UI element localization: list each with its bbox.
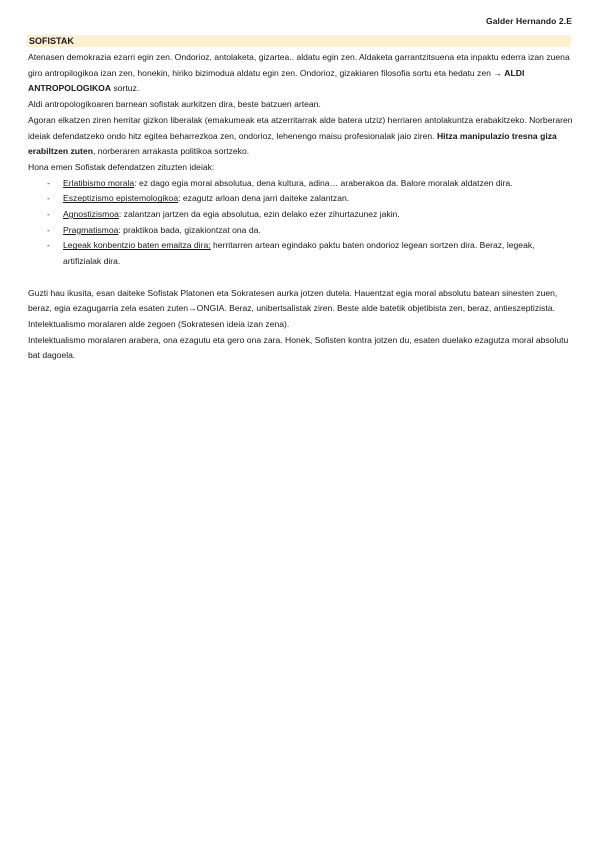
body-text — [28, 50, 573, 364]
heading-highlight — [27, 35, 571, 47]
list-term: Agnostizismoa — [63, 209, 119, 220]
bold-phrase: Hitza manipulazio tresna giza erabiltzen zuten — [28, 130, 557, 157]
list-item: - Eszeptizismo epistemologikoa: ezagutz arloan dena jarri daiteke zalantzan. — [47, 193, 350, 204]
paragraph-intellectualism: Intelektualismo moralaren arabera, ona ezagutu eta gero ona zara. Honek, Sofisten kontra jotzen du, esaten duelako ezagutza moral absolutu bat dagoela. — [28, 334, 569, 361]
paragraph-sophists: Aldi antropologikoaren barnean sofistak aurkitzen dira, beste batzuen artean. — [28, 99, 321, 110]
section-title: SOFISTAK — [29, 36, 74, 46]
paragraph-list-intro: Hona emen Sofistak defendatzen zituzten ideiak: — [28, 161, 215, 172]
ideas-list — [28, 176, 573, 270]
paragraph-intro: Atenasen demokrazia ezarri egin zen. Ondorioz, antolaketa, gizartea.. aldatu egin zen. Aldaketa garrantzitsuena eta inpaktu ederra izan zuena giro antropilogikoa izan zen, honekin, hiriko bizimodua aldatu egin zen. Ondorioz, gizakiaren filosofia sortu eta hedatu zen → ALDI ANTROPOLOGIKOA sortuz. — [28, 52, 570, 94]
paragraph-agora: Agoran elkatzen ziren herritar gizkon liberalak (emakumeak eta atzerritarrak alde batera utziz) herriaren antolakuntza erabakitzeko. Norberaren ideiak defendatzeko ondo hitz egitea beharrezkoa zen, ondorioz, lehenengo maisu profesionalak jaio ziren. Hitza manipulazio tresna giza erabiltzen zuten, norberaren arrakasta politikoa sortzeko. — [28, 114, 573, 157]
list-item: - Agnostizismoa: zalantzan jartzen da egia absolutua, ezin delako ezer zihurtazunez jakin. — [47, 209, 400, 220]
spacer — [28, 270, 573, 286]
list-term: Erlatibismo morala — [63, 177, 135, 188]
list-term: Legeak konbentzio baten emaitza dira; — [63, 240, 211, 251]
list-term: Eszeptizismo epistemologikoa — [63, 193, 179, 204]
list-item: - Pragmatismoa: praktikoa bada, gizakiontzat ona da. — [47, 224, 261, 235]
list-item: - Legeak konbentzio baten emaitza dira; herritarren artean egindako paktu baten ondorioz legean sortzen dira. Beraz, legeak, artifizialak dira. — [47, 240, 535, 267]
author-name: Galder Hernando 2.E — [486, 16, 572, 26]
list-term: Pragmatismoa — [63, 224, 119, 235]
paragraph-conclusion: Guzti hau ikusita, esan daiteke Sofistak Platonen eta Sokratesen aurka jotzen dutela. Hauentzat egia moral absolutu batean sinesten zuen, beraz, egia ezagugarria zela esaten zuten→ONGIA. Beraz, unibertsalistak ziren. Beste alde batetik objetibista zen, beraz, antieszeptizista. Intelektualismo moralaren alde zegoen (Sokratesen ideia izan zena). — [28, 287, 558, 329]
list-item: - Erlatibismo morala: ez dago egia moral absolutua, dena kultura, adina… araberakoa da. Balore moralak aldatzen dira. — [47, 177, 513, 188]
bold-term: ALDI ANTROPOLOGIKOA — [28, 67, 525, 94]
